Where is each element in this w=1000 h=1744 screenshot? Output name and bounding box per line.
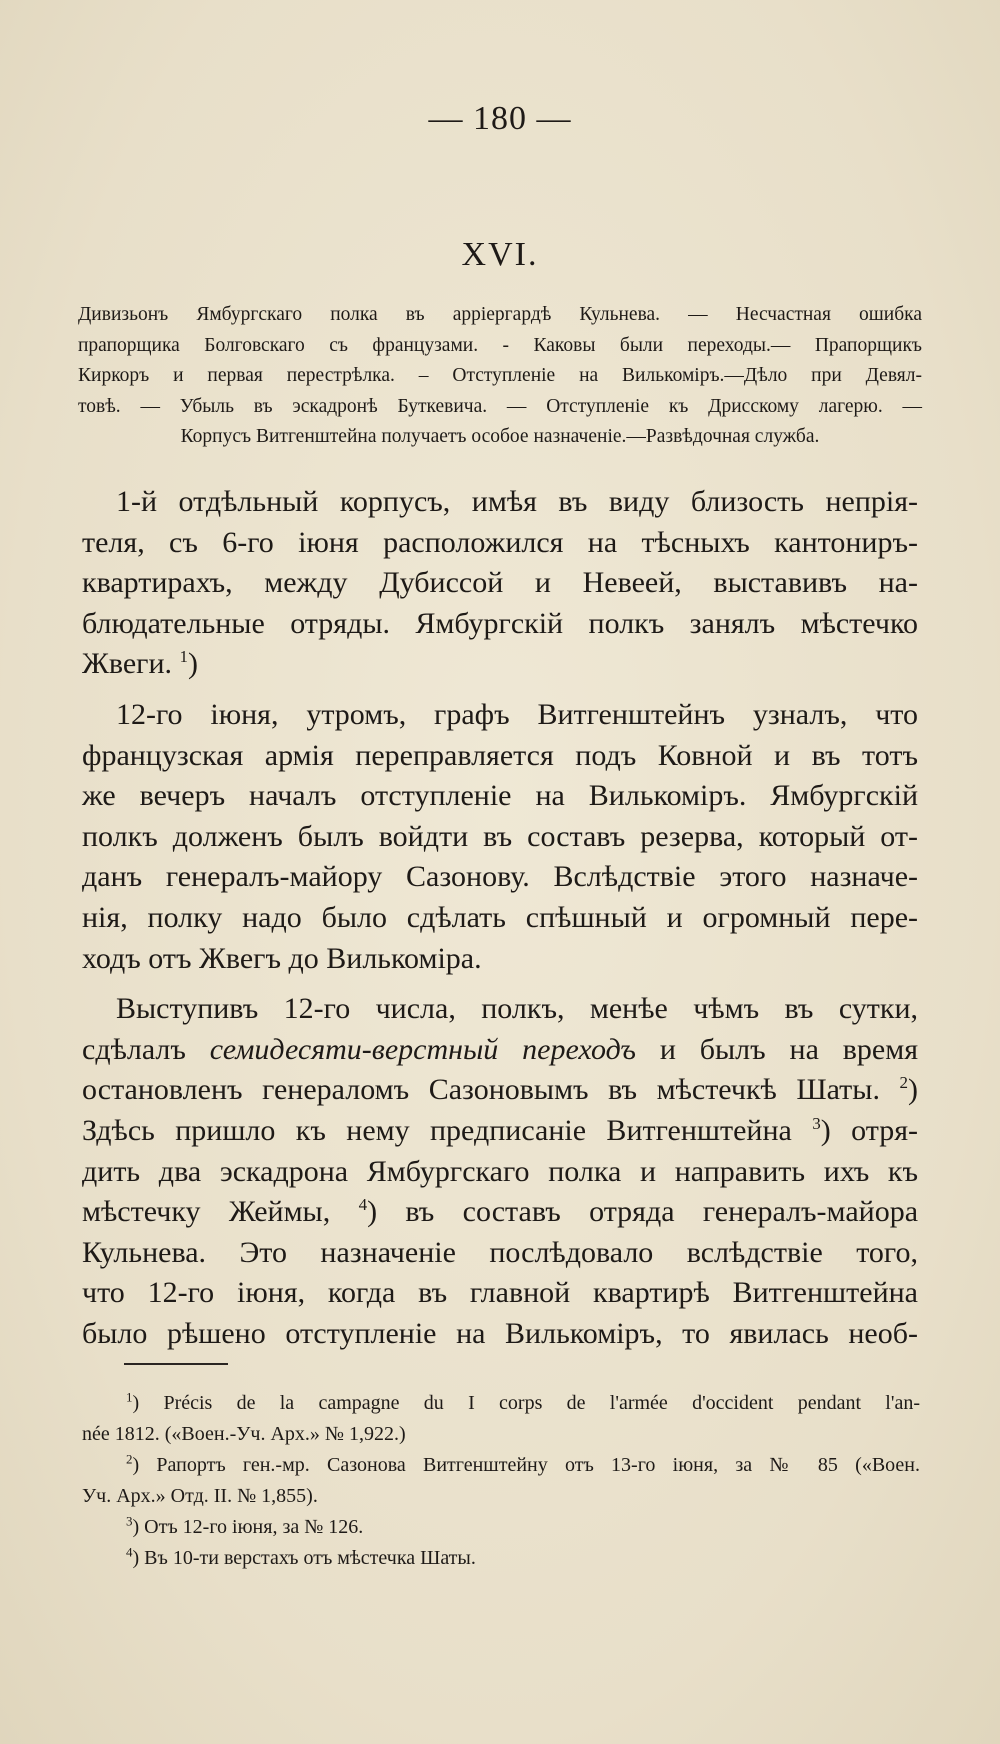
footnote-1-cont: née 1812. («Воен.-Уч. Арх.» № 1,922.)	[82, 1423, 406, 1445]
paragraph-3-line	[82, 1111, 918, 1152]
line-text: ) отря-	[820, 1113, 918, 1147]
paragraph-3-line	[82, 1030, 918, 1071]
paragraph-2-line: 12-го іюня, утромъ, графъ Витгенштейнъ узналъ, что	[116, 697, 918, 731]
line-text: ) въ составъ отряда генералъ-майора	[367, 1195, 919, 1229]
paragraph-2-line: ходъ отъ Жвегъ до Вилькоміра.	[82, 941, 482, 975]
emphasized-text: семидесяти-верстный переходъ	[209, 1032, 636, 1066]
footnote-1	[82, 1388, 920, 1419]
paragraph-1-line	[82, 644, 918, 685]
paragraph-3-line: было рѣшено отступленіе на Вилькоміръ, то явилась необ-	[82, 1316, 918, 1350]
paragraph-3-line: дить два эскадрона Ямбургскаго полка и направить ихъ къ	[82, 1154, 918, 1188]
paragraph-2-line: же вечеръ началъ отступленіе на Вилькоміръ. Ямбургскій	[82, 779, 918, 813]
paragraph-2-line: данъ генералъ-майору Сазонову. Вслѣдствіе этого назначе-	[82, 860, 918, 894]
chapter-title: XVI.	[461, 236, 539, 273]
line-text: Жвеги.	[82, 647, 173, 681]
footnote-ref: 2	[899, 1073, 909, 1093]
footnote-mark: 2	[126, 1451, 133, 1467]
summary-line: товѣ. — Убыль въ эскадронѣ Буткевича. — Отступленіе къ Дрисскому лагерю. —	[78, 395, 922, 417]
paragraph-1-line: теля, съ 6-го іюня расположился на тѣсныхъ кантониръ-	[82, 525, 918, 559]
paragraph-2-line: полкъ долженъ былъ войдти въ составъ резерва, который от-	[82, 819, 918, 853]
line-text: сдѣлалъ	[82, 1032, 186, 1066]
line-text: остановленъ генераломъ Сазоновымъ въ мѣстечкѣ Шаты.	[82, 1073, 880, 1107]
footnotes	[82, 1388, 920, 1574]
line-text: и былъ на время	[659, 1032, 919, 1066]
footnote-text: ) Précis de la campagne du I corps de l'armée d'occident pendant l'an-	[132, 1392, 920, 1414]
paragraph-1-line: квартирахъ, между Дубиссой и Невеей, выставивъ на-	[82, 566, 918, 600]
paragraph-3-line: Кульнева. Это назначеніе послѣдовало вслѣдствіе того,	[82, 1235, 918, 1269]
page-number: — 180 —	[428, 100, 572, 137]
chapter-summary	[78, 300, 922, 453]
paragraph-3-line	[82, 1192, 918, 1233]
footnote-mark: 1	[126, 1389, 133, 1405]
paragraph-2-line: французская армія переправляется подъ Ковной и въ тотъ	[82, 738, 918, 772]
paragraph-1-line: блюдательные отряды. Ямбургскій полкъ занялъ мѣстечко	[82, 606, 918, 640]
footnote-2	[82, 1450, 920, 1481]
line-text: мѣстечку Жеймы,	[82, 1195, 331, 1229]
summary-line: Корпусъ Витгенштейна получаетъ особое назначеніе.—Развѣдочная служба.	[180, 426, 820, 447]
footnote-text: ) Отъ 12-го іюня, за № 126.	[132, 1516, 364, 1538]
summary-line: прапорщика Болговскаго съ французами. - Каковы были переходы.— Прапорщикъ	[78, 334, 922, 356]
footnote-ref: 4	[358, 1195, 368, 1215]
footnote-ref: 3	[812, 1113, 821, 1133]
footnote-ref-paren: )	[188, 647, 199, 681]
footnote-text: ) Рапортъ ген.-мр. Сазонова Витгенштейну отъ 13-го іюня, за № 85 («Воен.	[132, 1454, 920, 1476]
paragraph-3-line	[82, 1070, 918, 1111]
summary-line: Киркоръ и первая перестрѣлка. – Отступленіе на Вилькоміръ.—Дѣло при Девял-	[78, 365, 922, 386]
summary-line: Дивизьонъ Ямбургскаго полка въ арріергардѣ Кульнева. — Несчастная ошибка	[78, 304, 922, 325]
footnote-4	[82, 1543, 920, 1574]
paragraph-1-line: 1-й отдѣльный корпусъ, имѣя въ виду близость непрія-	[116, 485, 918, 518]
footnote-mark: 4	[126, 1544, 133, 1560]
footnote-text: ) Въ 10-ти верстахъ отъ мѣстечка Шаты.	[132, 1547, 476, 1569]
footnote-2-cont: Уч. Арх.» Отд. II. № 1,855).	[82, 1485, 318, 1507]
footnote-ref: 1	[179, 647, 189, 667]
paragraph-3-line: что 12-го іюня, когда въ главной квартирѣ Витгенштейна	[82, 1276, 918, 1310]
line-text: Здѣсь пришло къ нему предписаніе Витгенштейна	[82, 1113, 792, 1147]
footnote-mark: 3	[126, 1513, 133, 1529]
footnote-3	[82, 1512, 920, 1543]
body-text	[82, 482, 918, 1354]
footnote-ref-paren: )	[908, 1073, 919, 1107]
footnote-divider	[124, 1363, 228, 1365]
paragraph-3-line: Выступивъ 12-го числа, полкъ, менѣе чѣмъ въ сутки,	[116, 992, 918, 1026]
paragraph-2-line: нія, полку надо было сдѣлать спѣшный и огромный пере-	[82, 900, 918, 934]
